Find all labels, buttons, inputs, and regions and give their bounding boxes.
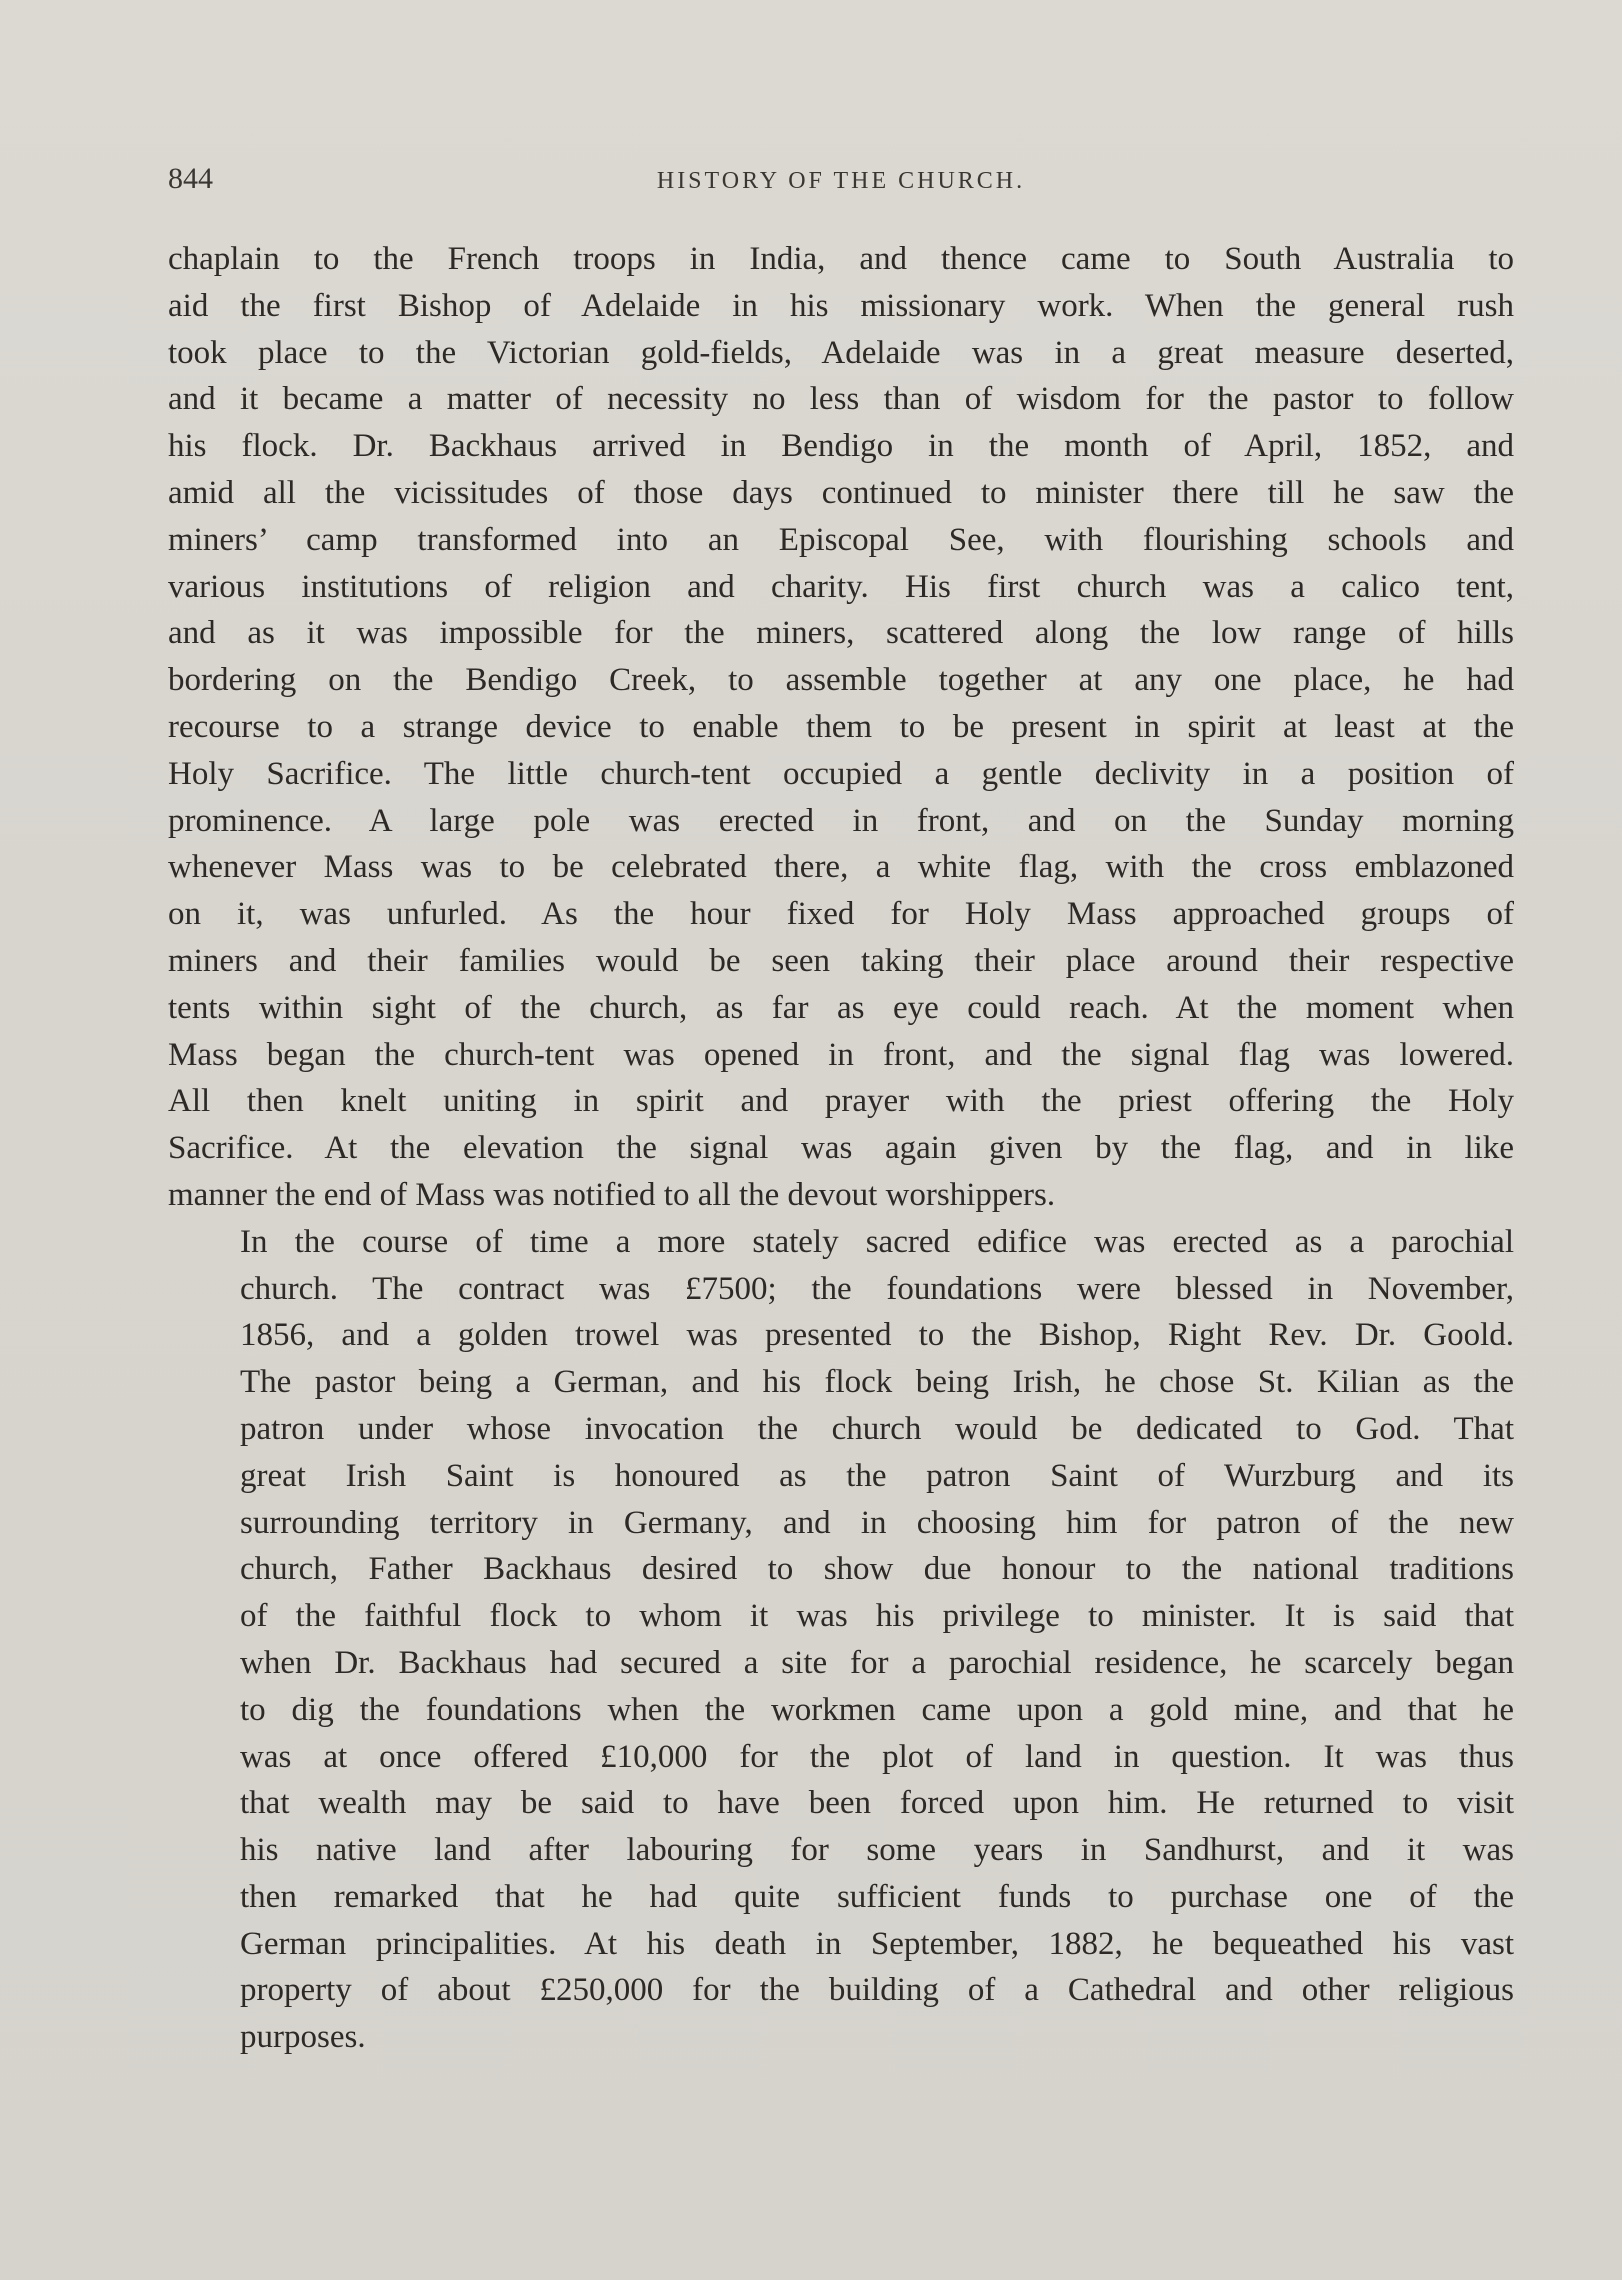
- text-line: miners’ camp transformed into an Episcopal See, with flourishing schools and: [168, 521, 1514, 558]
- paragraph-1: [168, 236, 1514, 1219]
- running-title: HISTORY OF THE CHURCH.: [656, 168, 1026, 194]
- text-line: on it, was unfurled. As the hour fixed for Holy Mass approached groups of: [168, 896, 1514, 933]
- text-line: manner the end of Mass was notified to all the devout worshippers.: [168, 1176, 1056, 1213]
- text-line: church. The contract was £7500; the foundations were blessed in November,: [240, 1270, 1514, 1307]
- text-line: when Dr. Backhaus had secured a site for a parochial residence, he scarcely began: [240, 1644, 1514, 1681]
- text-line: his flock. Dr. Backhaus arrived in Bendigo in the month of April, 1852, and: [168, 428, 1514, 465]
- text-line: and as it was impossible for the miners, scattered along the low range of hills: [168, 615, 1514, 652]
- text-line: aid the first Bishop of Adelaide in his missionary work. When the general rush: [168, 287, 1514, 324]
- text-line: of the faithful flock to whom it was his privilege to minister. It is said that: [240, 1598, 1514, 1635]
- text-line: purposes.: [240, 2019, 366, 2056]
- paragraph-2: [168, 1219, 1514, 2061]
- text-line: great Irish Saint is honoured as the patron Saint of Wurzburg and its: [240, 1457, 1514, 1494]
- text-line: chaplain to the French troops in India, and thence came to South Australia to: [168, 241, 1514, 277]
- text-line: whenever Mass was to be celebrated there, a white flag, with the cross emblazoned: [168, 849, 1514, 886]
- text-line: tents within sight of the church, as far as eye could reach. At the moment when: [168, 989, 1514, 1026]
- page-number: 844: [168, 162, 213, 195]
- text-line: bordering on the Bendigo Creek, to assemble together at any one place, he had: [168, 662, 1514, 699]
- text-line: to dig the foundations when the workmen came upon a gold mine, and that he: [240, 1691, 1514, 1728]
- text-line: was at once offered £10,000 for the plot of land in question. It was thus: [240, 1738, 1514, 1775]
- text-line: and it became a matter of necessity no less than of wisdom for the pastor to follow: [168, 381, 1514, 418]
- text-line: The pastor being a German, and his flock being Irish, he chose St. Kilian as the: [240, 1364, 1514, 1401]
- text-line: amid all the vicissitudes of those days continued to minister there till he saw the: [168, 474, 1514, 511]
- text-line: prominence. A large pole was erected in front, and on the Sunday morning: [168, 802, 1514, 839]
- text-line: recourse to a strange device to enable them to be present in spirit at least at the: [168, 708, 1514, 745]
- text-line: property of about £250,000 for the building of a Cathedral and other religious: [240, 1972, 1514, 2009]
- text-line: various institutions of religion and charity. His first church was a calico tent,: [168, 568, 1514, 605]
- text-line: church, Father Backhaus desired to show due honour to the national traditions: [240, 1551, 1514, 1588]
- text-line: his native land after labouring for some years in Sandhurst, and it was: [240, 1832, 1514, 1869]
- running-head: [168, 162, 1514, 202]
- text-line: Sacrifice. At the elevation the signal was again given by the flag, and in like: [168, 1130, 1514, 1167]
- text-line: took place to the Victorian gold-fields, Adelaide was in a great measure deserted,: [168, 334, 1514, 371]
- text-line: surrounding territory in Germany, and in choosing him for patron of the new: [240, 1504, 1514, 1541]
- text-line: that wealth may be said to have been forced upon him. He returned to visit: [240, 1785, 1514, 1822]
- text-line: Holy Sacrifice. The little church-tent occupied a gentle declivity in a position of: [168, 755, 1514, 792]
- text-line: miners and their families would be seen taking their place around their respective: [168, 942, 1514, 979]
- text-line: 1856, and a golden trowel was presented to the Bishop, Right Rev. Dr. Goold.: [240, 1317, 1514, 1354]
- text-line: then remarked that he had quite sufficient funds to purchase one of the: [240, 1878, 1514, 1915]
- text-line: German principalities. At his death in September, 1882, he bequeathed his vast: [240, 1925, 1514, 1962]
- text-line: Mass began the church-tent was opened in front, and the signal flag was lowered.: [168, 1036, 1514, 1073]
- text-line: All then knelt uniting in spirit and prayer with the priest offering the Holy: [168, 1083, 1514, 1120]
- body-text: [168, 236, 1514, 2061]
- text-line: patron under whose invocation the church would be dedicated to God. That: [240, 1410, 1514, 1447]
- text-line: In the course of time a more stately sacred edifice was erected as a parochial: [240, 1223, 1514, 1260]
